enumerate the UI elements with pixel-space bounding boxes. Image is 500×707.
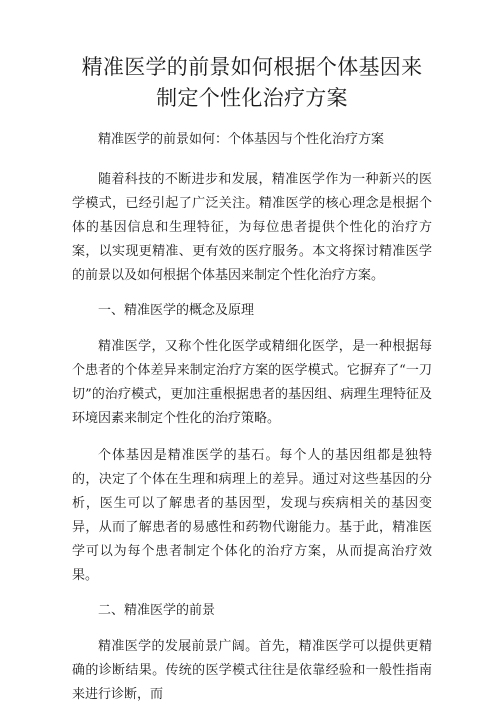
concept-paragraph: 精准医学，又称个性化医学或精细化医学，是一种根据每个患者的个体差异来制定治疗方案的医学模式。它摒弃了“一刀切”的治疗模式，更加注重根据患者的基因组、病理生理特征及环境因素来制定个性化的治疗策略。 <box>72 339 432 426</box>
document-subtitle: 精准医学的前景如何：个体基因与个性化治疗方案 <box>98 132 385 147</box>
gene-paragraph: 个体基因是精准医学的基石。每个人的基因组都是独特的，决定了个体在生理和病理上的差异。通过对这些基因的分析，医生可以了解患者的基因型，发现与疾病相关的基因变异，从而了解患者的易感性和药物代谢能力。基于此，精准医学可以为每个患者制定个体化的治疗方案，从而提高治疗效果。 <box>72 448 432 583</box>
prospect-paragraph: 精准医学的发展前景广阔。首先，精准医学可以提供更精确的诊断结果。传统的医学模式往往是依靠经验和一般性指南来进行诊断，而 <box>72 639 432 702</box>
section-heading-prospect: 二、精准医学的前景 <box>98 603 216 618</box>
document-title: 精准医学的前景如何根据个体基因来制定个性化治疗方案 <box>81 55 423 110</box>
section-heading-concept: 一、精准医学的概念及原理 <box>98 303 255 318</box>
intro-paragraph: 随着科技的不断进步和发展，精准医学作为一种新兴的医学模式，已经引起了广泛关注。精准医学的核心理念是根据个体的基因信息和生理特征，为每位患者提供个性化的治疗方案，以实现更精准、更有效的医疗服务。本文将探讨精准医学的前景以及如何根据个体基因来制定个性化治疗方案。 <box>72 172 432 283</box>
